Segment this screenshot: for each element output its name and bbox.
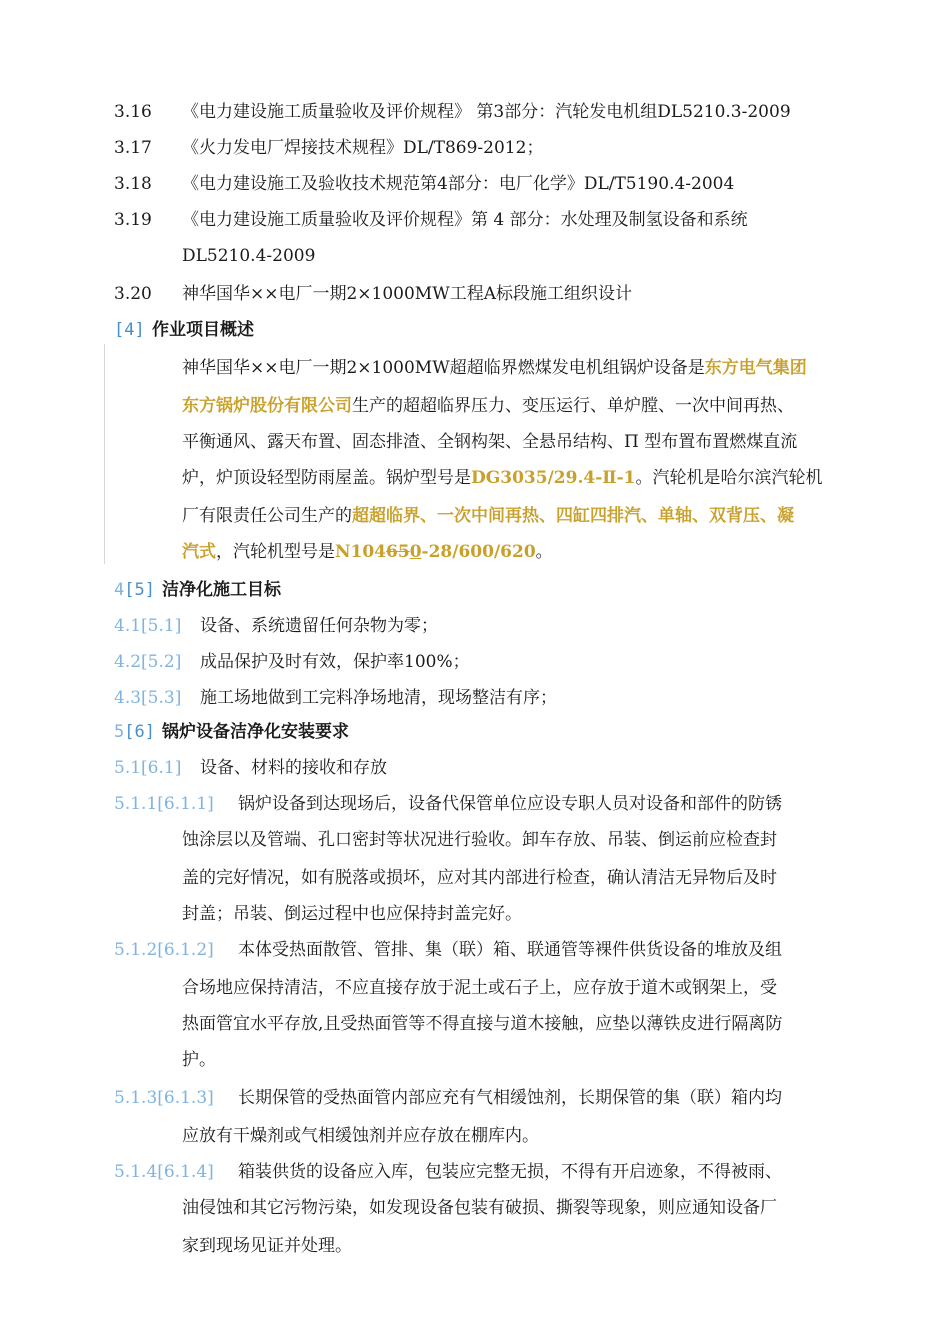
subsection-title: 设备、材料的接收和存放 <box>200 758 387 778</box>
item-text-line: 油侵蚀和其它污物污染，如发现设备包装有破损、撕裂等现象，则应通知设备厂 <box>182 1198 777 1218</box>
item-text-line: 盖的完好情况，如有脱落或损坏，应对其内部进行检查，确认清洁无异物后及时 <box>182 868 777 888</box>
item-number <box>114 616 181 636</box>
highlight-text: 超超临界、一次中间再热、四缸四排汽、单轴、双背压、凝 <box>352 506 794 526</box>
item-text: 本体受热面散管、管排、集（联）箱、联通管等裸件供货设备的堆放及组 <box>238 940 782 960</box>
ref-number: 3.19 <box>114 210 152 230</box>
item-text-line: 应放有干燥剂或气相缓蚀剂并应存放在棚库内。 <box>182 1126 539 1146</box>
revised-number: 4.1 <box>114 616 142 636</box>
change-bar <box>104 344 105 564</box>
text-run: 。 <box>535 542 553 562</box>
paragraph-line <box>182 542 553 562</box>
original-number: [6] <box>124 722 155 742</box>
ref-number: 3.16 <box>114 102 152 122</box>
item-number <box>114 1088 214 1108</box>
text-run: ，汽轮机型号是 <box>216 542 335 562</box>
ref-number: 3.18 <box>114 174 152 194</box>
text-run: 。汽轮机是哈尔滨汽轮机 <box>635 468 823 488</box>
text-run: 神华国华××电厂一期2×1000MW超超临界燃煤发电机组锅炉设备是 <box>182 358 705 378</box>
section-title: 洁净化施工目标 <box>162 580 281 600</box>
revised-number: 4 <box>114 580 125 600</box>
item-text: 设备、系统遗留任何杂物为零； <box>200 616 438 636</box>
item-text: 锅炉设备到达现场后，设备代保管单位应设专职人员对设备和部件的防锈 <box>238 794 782 814</box>
item-text: 箱装供货的设备应入库，包装应完整无损，不得有开启迹象，不得被雨、 <box>238 1162 782 1182</box>
original-number: [5] <box>124 580 155 600</box>
ref-text: 《电力建设施工及验收技术规范第4部分：电厂化学》DL/T5190.4-2004 <box>182 174 735 194</box>
original-number: [5.2] <box>141 652 182 672</box>
inserted-text: 0 <box>409 542 422 562</box>
item-text-line: 蚀涂层以及管端、孔口密封等状况进行验收。卸车存放、吊装、倒运前应检查封 <box>182 830 777 850</box>
item-text-line: 热面管宜水平存放,且受热面管等不得直接与道木接触，应垫以薄铁皮进行隔离防 <box>182 1014 783 1034</box>
original-number: [5.1] <box>141 616 182 636</box>
highlight-text: 汽式 <box>182 542 216 562</box>
text-run: 平衡通风、露天布置、固态排渣、全钢构架、全悬吊结构、Π 型布置布置燃煤直流 <box>182 432 798 452</box>
paragraph-line <box>182 468 822 488</box>
original-number: [5.3] <box>141 688 182 708</box>
section-title: 锅炉设备洁净化安装要求 <box>162 722 349 742</box>
text-run: 炉，炉顶设轻型防雨屋盖。锅炉型号是 <box>182 468 471 488</box>
paragraph-line <box>182 432 797 452</box>
original-number: [6.1] <box>141 758 182 778</box>
ref-text: 《电力建设施工质量验收及评价规程》 第3部分：汽轮发电机组DL5210.3-2009 <box>182 102 791 122</box>
item-number <box>114 794 214 814</box>
deleted-text: 65 <box>386 542 410 562</box>
item-number <box>114 940 214 960</box>
ref-text: 《火力发电厂焊接技术规程》DL/T869-2012； <box>182 138 544 158</box>
ref-text: DL5210.4-2009 <box>182 246 316 266</box>
item-number <box>114 1162 214 1182</box>
revised-number: 4.2 <box>114 652 142 672</box>
paragraph-line <box>182 396 794 416</box>
item-text-line: 家到现场见证并处理。 <box>182 1236 352 1256</box>
item-text: 长期保管的受热面管内部应充有气相缓蚀剂，长期保管的集（联）箱内均 <box>238 1088 782 1108</box>
highlight-text: -28/600/620 <box>421 542 536 562</box>
revised-number: 5.1.3 <box>114 1088 158 1108</box>
revised-number: 5.1 <box>114 758 142 778</box>
original-number: [6.1.3] <box>157 1088 214 1108</box>
revised-number: 5.1.2 <box>114 940 158 960</box>
highlight-text: 东方锅炉股份有限公司 <box>182 396 352 416</box>
ref-text: 神华国华××电厂一期2×1000MW工程A标段施工组织设计 <box>182 284 632 304</box>
text-run: 生产的超超临界压力、变压运行、单炉膛、一次中间再热、 <box>352 396 794 416</box>
item-text-line: 合场地应保持清洁，不应直接存放于泥土或石子上，应存放于道木或钢架上，受 <box>182 978 777 998</box>
original-number: [6.1.2] <box>157 940 214 960</box>
item-text-line: 护。 <box>182 1050 216 1070</box>
highlight-text: N104 <box>335 542 387 562</box>
item-text: 成品保护及时有效，保护率100%； <box>200 652 470 672</box>
ref-text: 《电力建设施工质量验收及评价规程》第 4 部分：水处理及制氢设备和系统 <box>182 210 748 230</box>
item-number <box>114 688 181 708</box>
original-number: [6.1.4] <box>157 1162 214 1182</box>
text-run: 厂有限责任公司生产的 <box>182 506 352 526</box>
revised-number: 5 <box>114 722 125 742</box>
revised-number: 5.1.1 <box>114 794 158 814</box>
highlight-text: 东方电气集团 <box>704 358 807 378</box>
original-number: [6.1.1] <box>157 794 214 814</box>
highlight-text: DG3035/29.4-Ⅱ-1 <box>471 468 636 488</box>
revised-number: 4.3 <box>114 688 142 708</box>
section-number <box>114 722 155 742</box>
paragraph-line <box>182 506 794 526</box>
item-text-line: 封盖；吊装、倒运过程中也应保持封盖完好。 <box>182 904 522 924</box>
paragraph-line <box>182 358 807 378</box>
subsection-number <box>114 758 181 778</box>
section-title: 作业项目概述 <box>152 320 254 340</box>
ref-number: 3.20 <box>114 284 152 304</box>
section-number: [4] <box>114 320 145 340</box>
item-text: 施工场地做到工完料净场地清，现场整洁有序； <box>200 688 557 708</box>
item-number <box>114 652 181 672</box>
section-number <box>114 580 155 600</box>
revised-number: 5.1.4 <box>114 1162 158 1182</box>
ref-number: 3.17 <box>114 138 152 158</box>
